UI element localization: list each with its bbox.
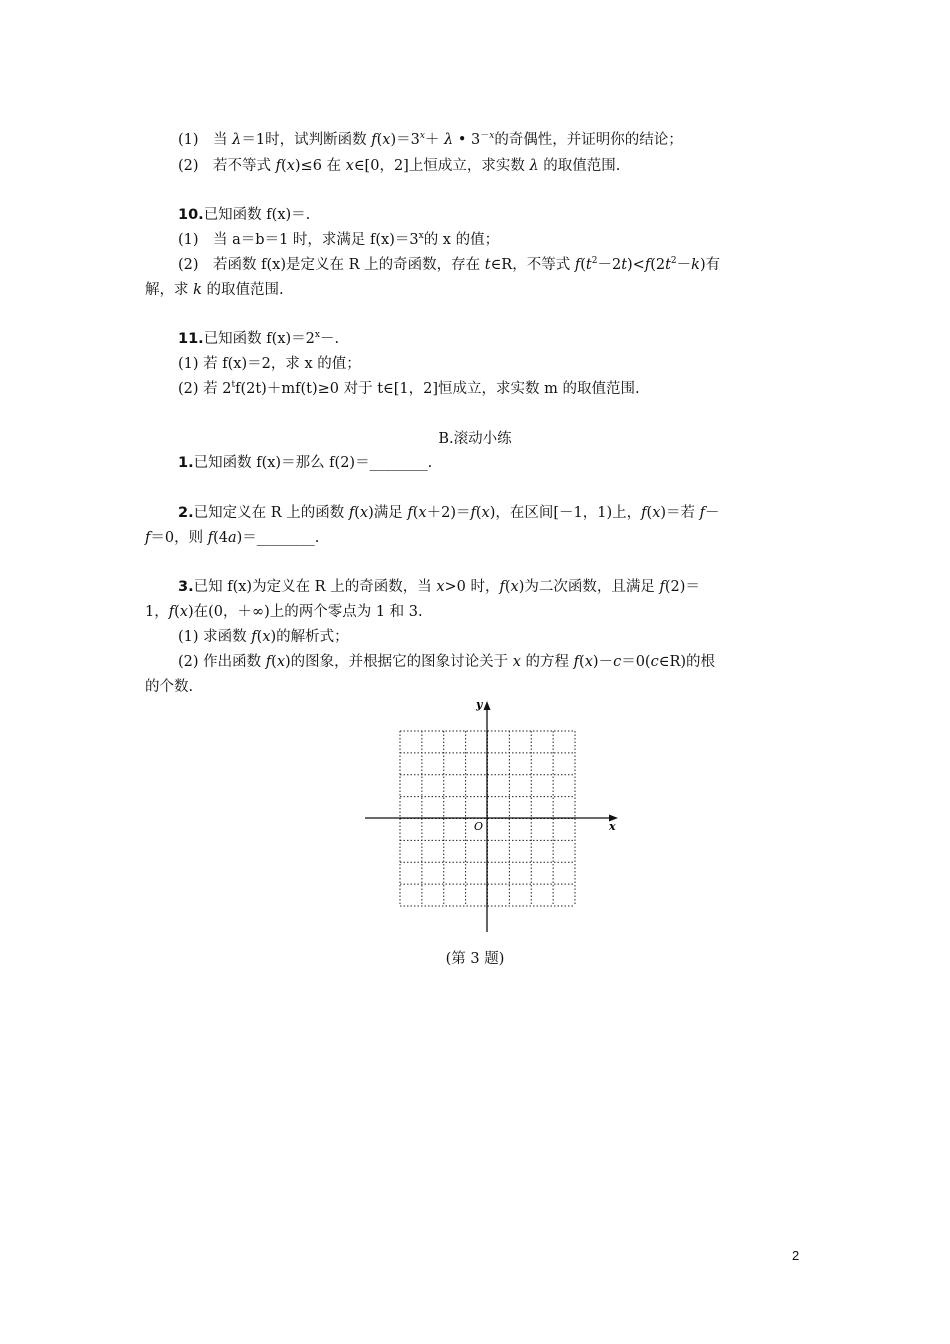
text-line-b3-2b: 的个数. <box>145 679 194 695</box>
text-line-q9-1: (1) 当 λ＝1时，试判断函数 $f(x)=3^x+ \lambda$ • $3^{-x}$的奇偶性，并证明你的结论； <box>178 131 683 148</box>
text-line-q10-2b: 解，求 k 的取值范围. <box>145 282 284 298</box>
text-line-q11-title: 11.已知函数 $f(x)=2^x-$. <box>178 330 340 347</box>
text-line-q10-2a: (2) 若函数 f(x)是定义在 R 上的奇函数，存在 t∈R，不等式 $f(t^2-2t)<f(2t^2-k)$有 <box>178 256 721 273</box>
page-number: 2 <box>792 1248 800 1263</box>
text-line-q10-title: 10.已知函数 f(x)＝. <box>178 207 311 223</box>
x-axis-label: x <box>609 820 616 833</box>
y-axis-arrow-icon <box>484 701 491 710</box>
text-line-b1: 1.已知函数 f(x)＝那么 f(2)＝________. <box>178 455 433 471</box>
text-line-b3-1: (1) 求函数 f(x)的解析式； <box>178 629 349 645</box>
origin-label: O <box>474 820 484 833</box>
text-line-b3a: 3.已知 f(x)为定义在 R 上的奇函数，当 x>0 时，f(x)为二次函数，且满足 f(2)＝ <box>178 579 700 595</box>
text-line-q11-1: (1) 若 f(x)＝2，求 x 的值； <box>178 356 361 372</box>
y-axis-label: y <box>476 698 483 711</box>
text-line-caption: (第 3 题) <box>445 951 505 967</box>
text-line-b3b: 1，f(x)在(0，＋∞)上的两个零点为 1 和 3. <box>145 604 423 620</box>
text-line-b2a: 2.已知定义在 R 上的函数 f(x)满足 f(x＋2)＝f(x)，在区间[－1，1)上，f(x)＝若 f－ <box>178 505 720 521</box>
text-line-sec-b: B.滚动小练 <box>438 431 512 447</box>
text-line-b2b: f＝0，则 f(4a)＝________. <box>145 530 320 546</box>
text-line-q9-2: (2) 若不等式 f(x)≤6 在 x∈[0，2]上恒成立，求实数 λ 的取值范围. <box>178 158 621 174</box>
text-line-q10-1: (1) 当 a＝b＝1 时，求满足 $f(x)=3^x$的 x 的值； <box>178 231 500 248</box>
text-line-b3-2a: (2) 作出函数 f(x)的图象，并根据它的图象讨论关于 x 的方程 f(x)－c＝0(c∈R)的根 <box>178 654 716 670</box>
text-line-q11-2: (2) 若 $2^tf(2t)+mf(t)\ge 0$ 对于 t∈[1，2]恒成立，求实数 m 的取值范围. <box>178 380 640 397</box>
